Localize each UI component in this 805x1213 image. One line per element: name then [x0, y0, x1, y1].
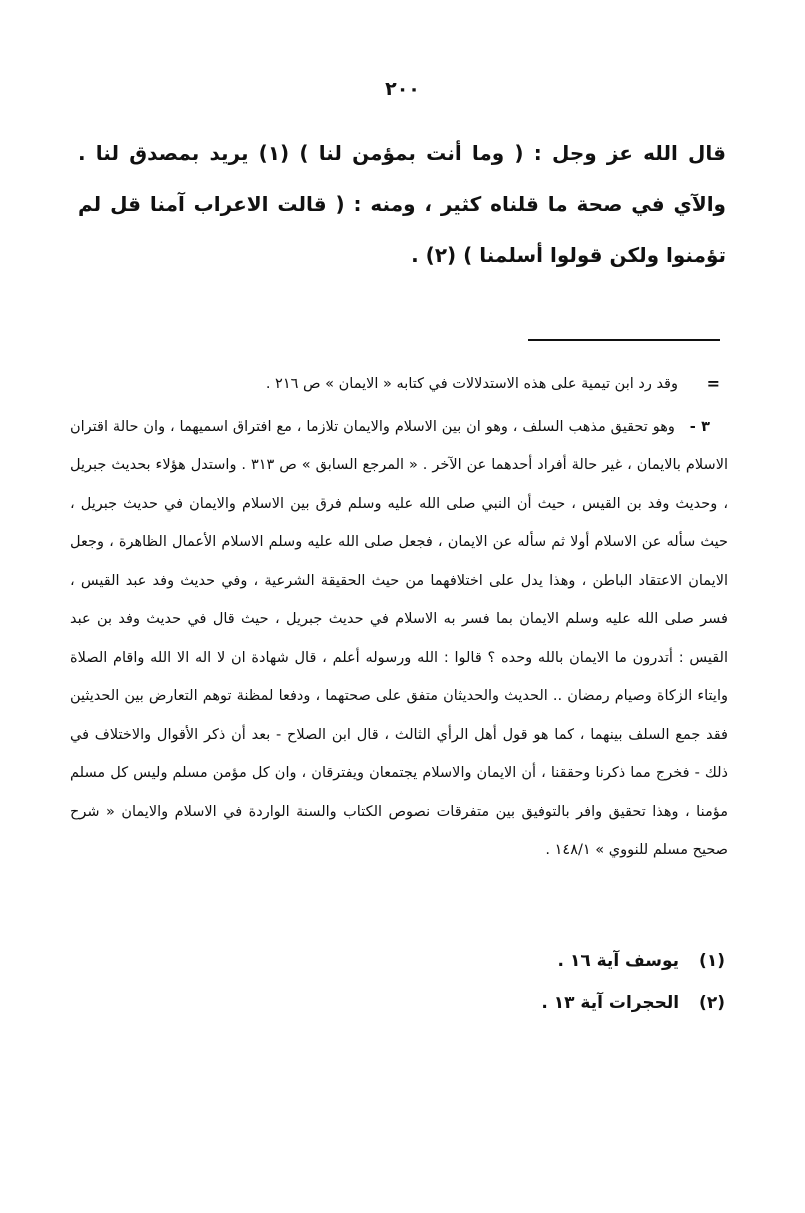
main-text-block [78, 128, 726, 281]
continued-note-text: وقد رد ابن تيمية على هذه الاستدلالات في كتابه « الايمان » ص ٢١٦ . [265, 376, 678, 392]
footnote-1 [325, 940, 725, 982]
footnotes-list [325, 940, 725, 1024]
note-3-text: وهو تحقيق مذهب السلف ، وهو ان بين الاسلام والايمان تلازما ، مع افتراق اسميهما ، وان حالة اقتران الاسلام بالايمان ، غير حالة أفراد أحدهما عن الآخر . « المرجع السابق » ص ٣١٣ . واستدل هؤلاء بحديث جبريل ، وحديث وفد بن القيس ، حيث أن النبي صلى الله عليه وسلم فرق بين الاسلام والايمان في حديث جبريل ، حيث سأله عن الاسلام أولا ثم سأله عن الايمان ، فجعل صلى الله عليه وسلم الاسلام الأعمال الظاهرة ، وجعل الايمان الاعتقاد الباطن ، وهذا يدل على اختلافهما من حيث الحقيقة الشرعية ، وفي حديث وفد عبد القيس ، فسر صلى الله عليه وسلم الايمان بما فسر به الاسلام في حديث جبريل ، حيث قال في حديث وفد بن عبد القيس : أتدرون ما الايمان بالله وحده ؟ قالوا : الله ورسوله أعلم ، قال شهادة ان لا اله الا الله واقام الصلاة وايتاء الزكاة وصيام رمضان .. الحديث والحديثان متفق على صحتهما ، ودفعا لمظنة توهم التعارض بين الحديثين فقد جمع السلف بينهما ، كما هو قول أهل الرأي الثالث ، قال ابن الصلاح - بعد أن ذكر الأقوال والاختلاف في ذلك - فخرج مما ذكرنا وحققنا ، أن الايمان والاسلام يجتمعان ويفترقان ، وان كل مؤمن مسلم وليس كل مسلم مؤمنا ، وهذا تحقيق وافر بالتوفيق بين متفرقات نصوص الكتاب والسنة الواردة في الاسلام والايمان « شرح صحيح مسلم للنووي » ١٤٨/١ . [70, 418, 728, 858]
continuation-marker: = [706, 374, 720, 393]
footnote-separator [528, 339, 720, 341]
continued-note [70, 365, 728, 404]
footnote-1-text: يوسف آية ١٦ . [557, 951, 680, 971]
footnote-2-number: (٢) [699, 993, 725, 1013]
commentary-notes [70, 365, 728, 870]
note-3 [70, 408, 728, 870]
footnote-2-text: الحجرات آية ١٣ . [541, 993, 680, 1013]
note-3-number: ٣ - [689, 418, 710, 435]
main-paragraph: قال الله عز وجل : ( وما أنت بمؤمن لنا ) (١) يريد بمصدق لنا . والآي في صحة ما قلناه كثير ، ومنه : ( قالت الاعراب آمنا قل لم تؤمنوا ولكن قولوا أسلمنا ) (٢) . [78, 141, 726, 267]
footnote-1-number: (١) [699, 951, 725, 971]
footnote-2 [325, 982, 725, 1024]
page-number: ٢٠٠ [385, 78, 420, 100]
